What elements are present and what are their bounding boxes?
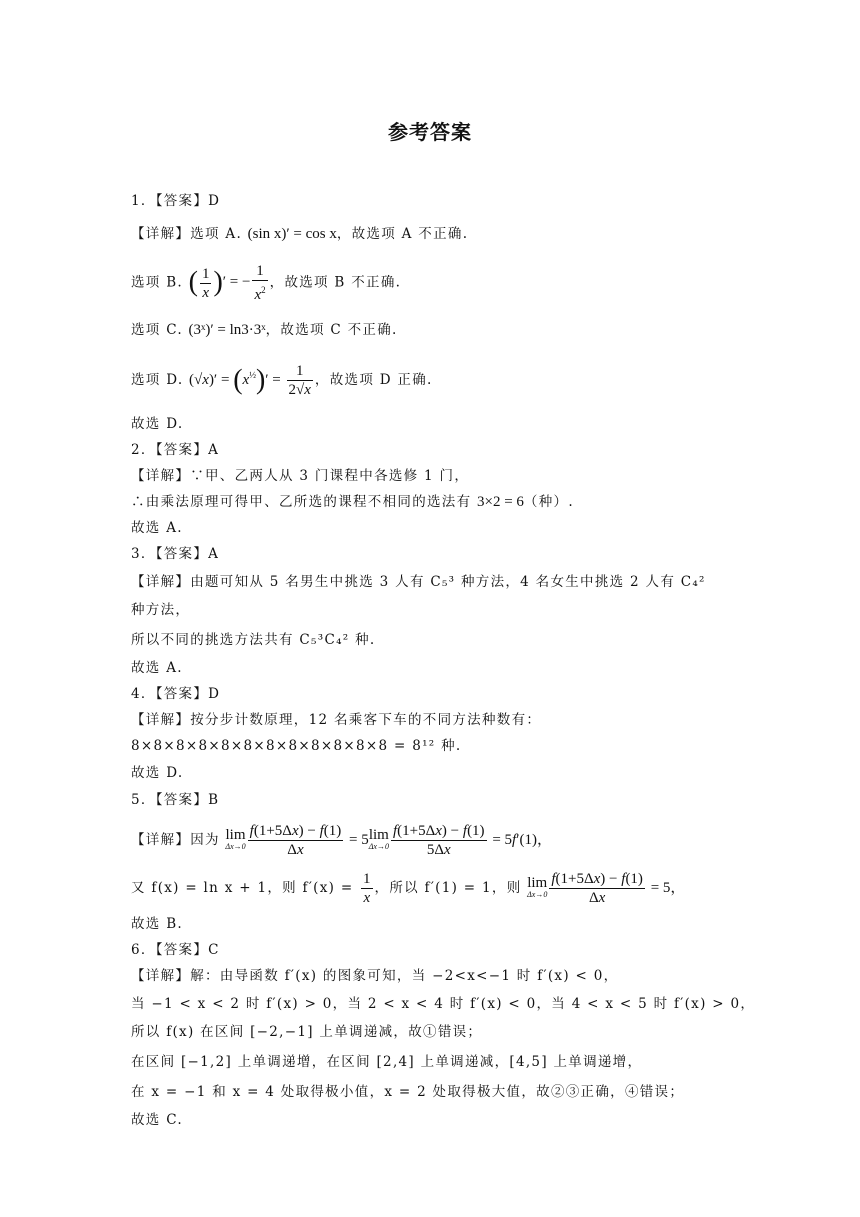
q6-answer: 6．【答案】C xyxy=(131,942,220,958)
q5-conclusion: 故选 B. xyxy=(131,916,184,932)
page-title: 参考答案 xyxy=(388,120,472,144)
q6-detail-1: 【详解】解：由导函数 f′(x) 的图象可知，当 −2<x<−1 时 f′(x) < 0， xyxy=(131,968,619,984)
q1-option-b: 选项 B. ( $\frac{1}{x}$ )′ = − $\frac{1}{x^2}$ ，故选项 B 不正确. xyxy=(131,263,402,303)
q2-conclusion: 故选 A. xyxy=(131,520,183,536)
q6-detail-4: 在区间 [−1,2] 上单调递增，在区间 [2,4] 上单调递减，[4,5] 上单调递增， xyxy=(131,1054,643,1070)
q3-detail-2: 种方法， xyxy=(131,602,191,618)
q1-option-a: 【详解】选项 A. (sin x)′ = cos x，故选项 A 不正确. xyxy=(131,226,469,242)
q4-conclusion: 故选 D. xyxy=(131,765,184,781)
q6-detail-2: 当 −1 < x < 2 时 f′(x) > 0，当 2 < x < 4 时 f′(x) < 0，当 4 < x < 5 时 f′(x) > 0， xyxy=(131,996,756,1012)
q5-detail-2: 又 f(x) = ln x + 1，则 f′(x) = $\frac{1}{x}$ ，所以 f′(1) = 1，则 lim Δx→0 $\frac{f(1+5\Delta x) - f(1)}{\Delta x}$ = 5， xyxy=(131,871,686,906)
q4-detail-2: 8×8×8×8×8×8×8×8×8×8×8×8 = 8¹² 种. xyxy=(131,738,462,754)
q2-answer: 2．【答案】A xyxy=(131,442,220,458)
q3-answer: 3．【答案】A xyxy=(131,546,220,562)
q1-option-c: 选项 C. (3ˣ)′ = ln3·3ˣ，故选项 C 不正确. xyxy=(131,322,398,338)
q3-conclusion: 故选 A. xyxy=(131,660,183,676)
q4-detail-1: 【详解】按分步计数原理，12 名乘客下车的不同方法种数有： xyxy=(131,712,542,728)
q1-conclusion: 故选 D. xyxy=(131,416,184,432)
q4-answer: 4．【答案】D xyxy=(131,686,221,702)
q3-detail-3: 所以不同的挑选方法共有 C₅³C₄² 种. xyxy=(131,632,376,648)
q5-detail-1: 【详解】因为 lim Δx→0 $\frac{f(1+5\Delta x) - f(1)}{\Delta x}$ = 5lim Δx→0 $\frac{f(1+5\Delta x) - f(1)}{5\Delta x}$ = 5f′(1)， xyxy=(131,823,552,858)
q5-answer: 5．【答案】B xyxy=(131,792,220,808)
q2-detail-1: 【详解】∵甲、乙两人从 3 门课程中各选修 1 门， xyxy=(131,468,470,484)
q6-detail-5: 在 x = −1 和 x = 4 处取得极小值，x = 2 处取得极大值，故②③正确，④错误； xyxy=(131,1084,685,1100)
q1-answer: 1．【答案】D xyxy=(131,193,221,209)
q6-detail-3: 所以 f(x) 在区间 [−2,−1] 上单调递减，故①错误； xyxy=(131,1024,483,1040)
q3-detail-1: 【详解】由题可知从 5 名男生中挑选 3 人有 C₅³ 种方法，4 名女生中挑选 2 人有 C₄² xyxy=(131,574,706,590)
q1-option-d: 选项 D. $(√x)' = (x^{\frac{1}{2}})'$ = $\frac{1}{2√x}$ ，故选项 D 正确. xyxy=(131,363,433,398)
q2-detail-2: ∴由乘法原理可得甲、乙所选的课程不相同的选法有 3×2 = 6（种）. xyxy=(131,494,574,510)
q6-conclusion: 故选 C. xyxy=(131,1112,183,1128)
